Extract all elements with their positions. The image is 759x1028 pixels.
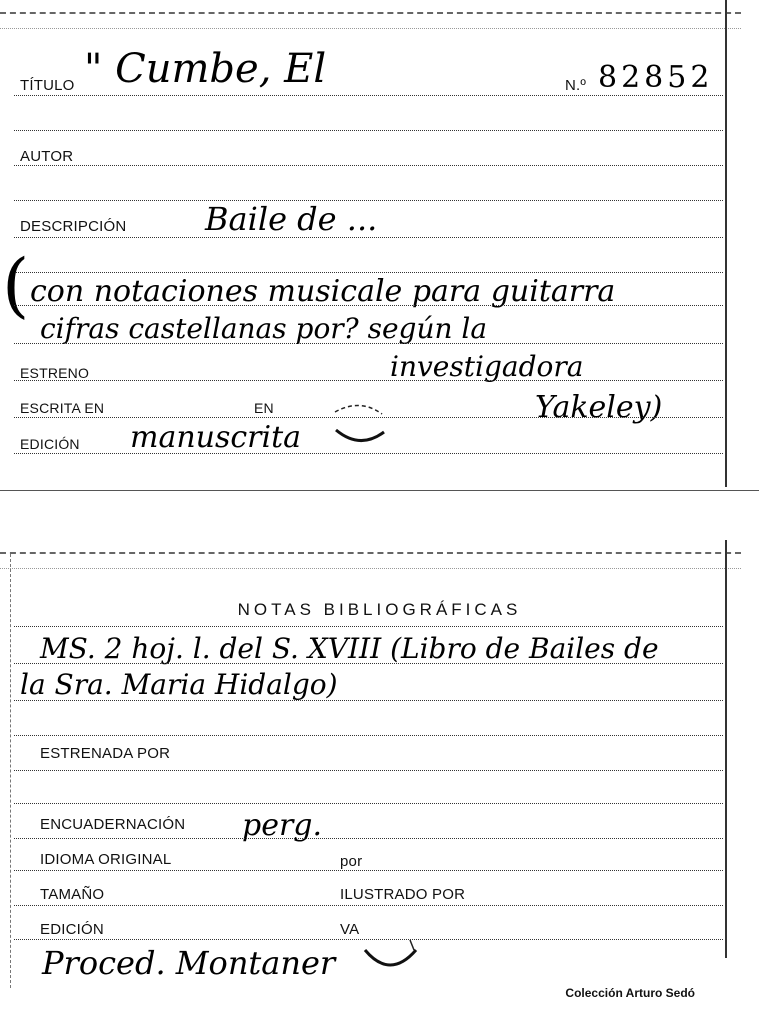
procedencia-value: Proced. Montaner [42, 944, 336, 982]
card-right-border [725, 0, 727, 487]
rule [14, 237, 723, 238]
titulo-label: TÍTULO [20, 77, 75, 94]
descripcion-value: Baile de ... [205, 200, 378, 238]
coleccion-footer: Colección Arturo Sedó [565, 986, 695, 1000]
rule [14, 626, 723, 627]
en-label: EN [254, 400, 274, 416]
notas-line-1: MS. 2 hoj. l. del S. XVIII (Libro de Bailes de [40, 632, 659, 665]
edicion-value: manuscrita [130, 420, 302, 455]
rule [14, 165, 723, 166]
va-label: VA [340, 921, 360, 938]
catalog-card-front [0, 0, 759, 495]
estrenada-por-label: ESTRENADA POR [40, 745, 171, 762]
escrita-en-label: ESCRITA EN [20, 400, 105, 416]
card-bottom-edge [0, 490, 759, 491]
note-line-4: Yakeley) [535, 390, 663, 425]
rule [14, 130, 723, 131]
note-line-3: investigadora [390, 350, 584, 383]
rule [14, 905, 723, 906]
rule [14, 700, 723, 701]
rule [14, 380, 723, 381]
encuadernacion-value: perg. [242, 808, 323, 843]
rule [14, 272, 723, 273]
edicion-label: EDICIÓN [20, 436, 80, 452]
ilustrado-por-label: ILUSTRADO POR [340, 886, 466, 903]
rule [14, 95, 723, 96]
note-bracket: ( [2, 244, 30, 326]
numero-value: 82852 [598, 60, 714, 95]
rule [14, 770, 723, 771]
encuadernacion-label: ENCUADERNACIÓN [40, 816, 186, 833]
note-line-1: con notaciones musicale para guitarra [30, 274, 616, 309]
autor-label: AUTOR [20, 148, 74, 165]
punch-hole-arc [330, 400, 390, 450]
rule [14, 838, 723, 839]
rule [14, 343, 723, 344]
por-label: por [340, 853, 363, 870]
estreno-label: ESTRENO [20, 365, 90, 381]
tamano-label: TAMAÑO [40, 886, 105, 903]
edicion-back-label: EDICIÓN [40, 921, 104, 938]
numero-label: N.º [565, 77, 587, 94]
rule [14, 870, 723, 871]
rule [14, 663, 723, 664]
card-top-edge [0, 12, 741, 29]
idioma-original-label: IDIOMA ORIGINAL [40, 851, 172, 868]
note-line-2: cifras castellanas por? según la [40, 312, 488, 345]
catalog-card-back [0, 540, 759, 1028]
card-top-edge [0, 552, 741, 569]
titulo-value: " Cumbe, El [84, 46, 327, 92]
rule [14, 453, 723, 454]
notas-line-2: la Sra. Maria Hidalgo) [20, 668, 338, 701]
punch-hole-arc [360, 936, 420, 978]
rule [14, 803, 723, 804]
rule [14, 735, 723, 736]
notas-heading: NOTAS BIBLIOGRÁFICAS [237, 600, 522, 619]
descripcion-label: DESCRIPCIÓN [20, 218, 127, 235]
rule [14, 305, 723, 306]
